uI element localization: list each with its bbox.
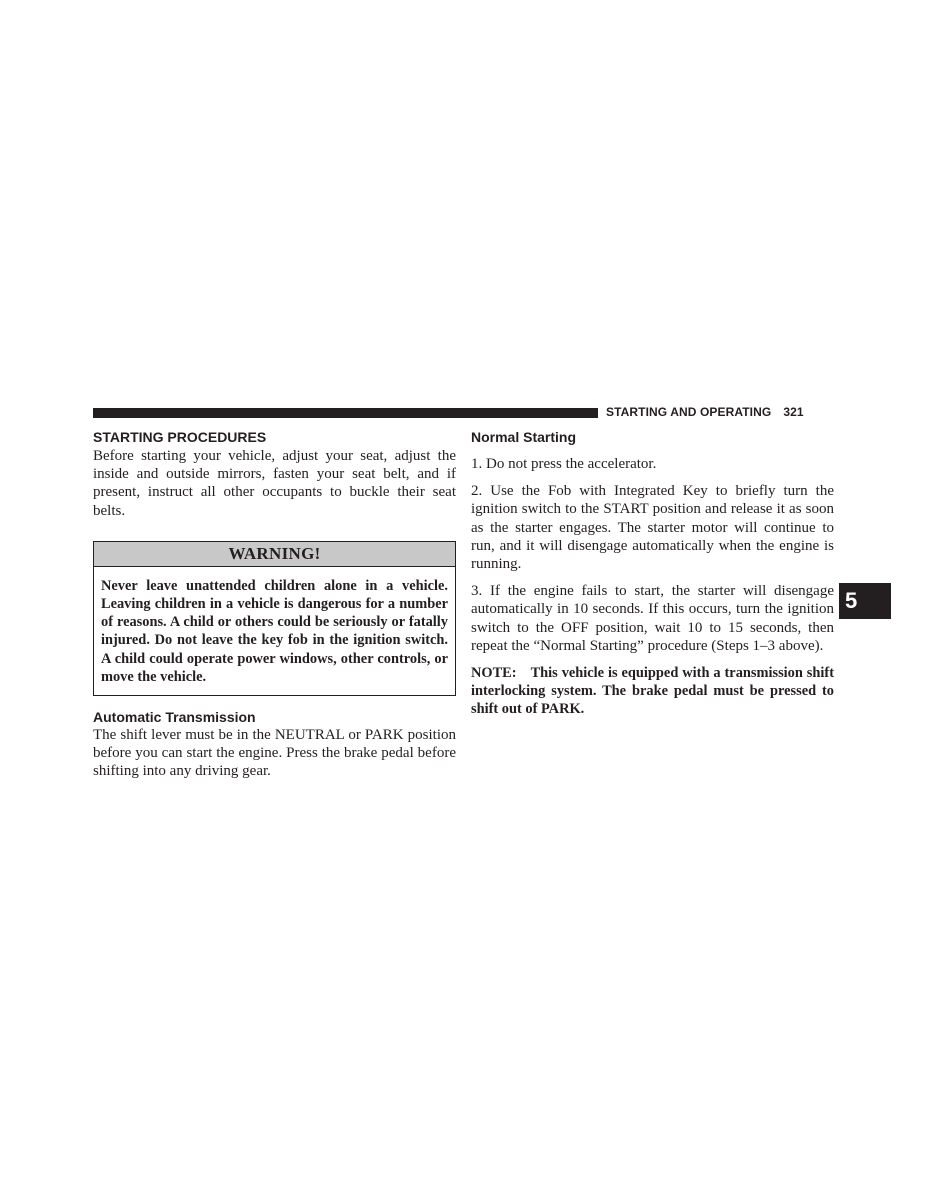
starting-procedures-text: Before starting your vehicle, adjust your seat, adjust the inside and outside mirrors, fasten your seat belt, and if present, instruct all other occupants to buckle their seat belts. [93, 448, 456, 519]
step-3: 3. If the engine fails to start, the starter will disengage automatically in 10 seconds. If this occurs, turn the ignition switch to the OFF position, wait 10 to 15 seconds, then repeat the “Normal Starting” procedure (Steps 1–3 above). [471, 583, 834, 654]
warning-text: Never leave unattended children alone in a vehicle. Leaving children in a vehicle is dangerous for a number of reasons. A child or others could be seriously or fatally injured. Do not leave the key fob in the ignition switch. A child could operate power windows, other controls, or move the vehicle. [101, 577, 448, 685]
right-column [471, 428, 834, 719]
warning-title: WARNING! [94, 542, 455, 567]
warning-box [93, 541, 456, 696]
step-2: 2. Use the Fob with Integrated Key to briefly turn the ignition switch to the START position and release it as soon as the starter engages. The starter motor will continue to run, and it will disengage automatically when the engine is running. [471, 483, 834, 573]
left-column [93, 428, 456, 781]
starting-procedures-heading: STARTING PROCEDURES [93, 429, 267, 445]
note-paragraph [471, 664, 834, 719]
section-title: STARTING AND OPERATING [606, 405, 772, 419]
note-text: This vehicle is equipped with a transmission shift interlocking system. The brake pedal must be pressed to shift out of PARK. [471, 665, 834, 718]
running-header [606, 405, 804, 419]
page-number: 321 [783, 405, 804, 419]
automatic-transmission-text: The shift lever must be in the NEUTRAL or PARK position before you can start the engine. Press the brake pedal before shifting into any driving gear. [93, 727, 456, 780]
note-label: NOTE: [471, 665, 517, 682]
step-1: 1. Do not press the accelerator. [471, 456, 657, 472]
header-rule [93, 408, 598, 418]
normal-starting-heading: Normal Starting [471, 429, 577, 445]
chapter-tab: 5 [839, 583, 891, 619]
automatic-transmission-heading: Automatic Transmission [93, 709, 256, 726]
